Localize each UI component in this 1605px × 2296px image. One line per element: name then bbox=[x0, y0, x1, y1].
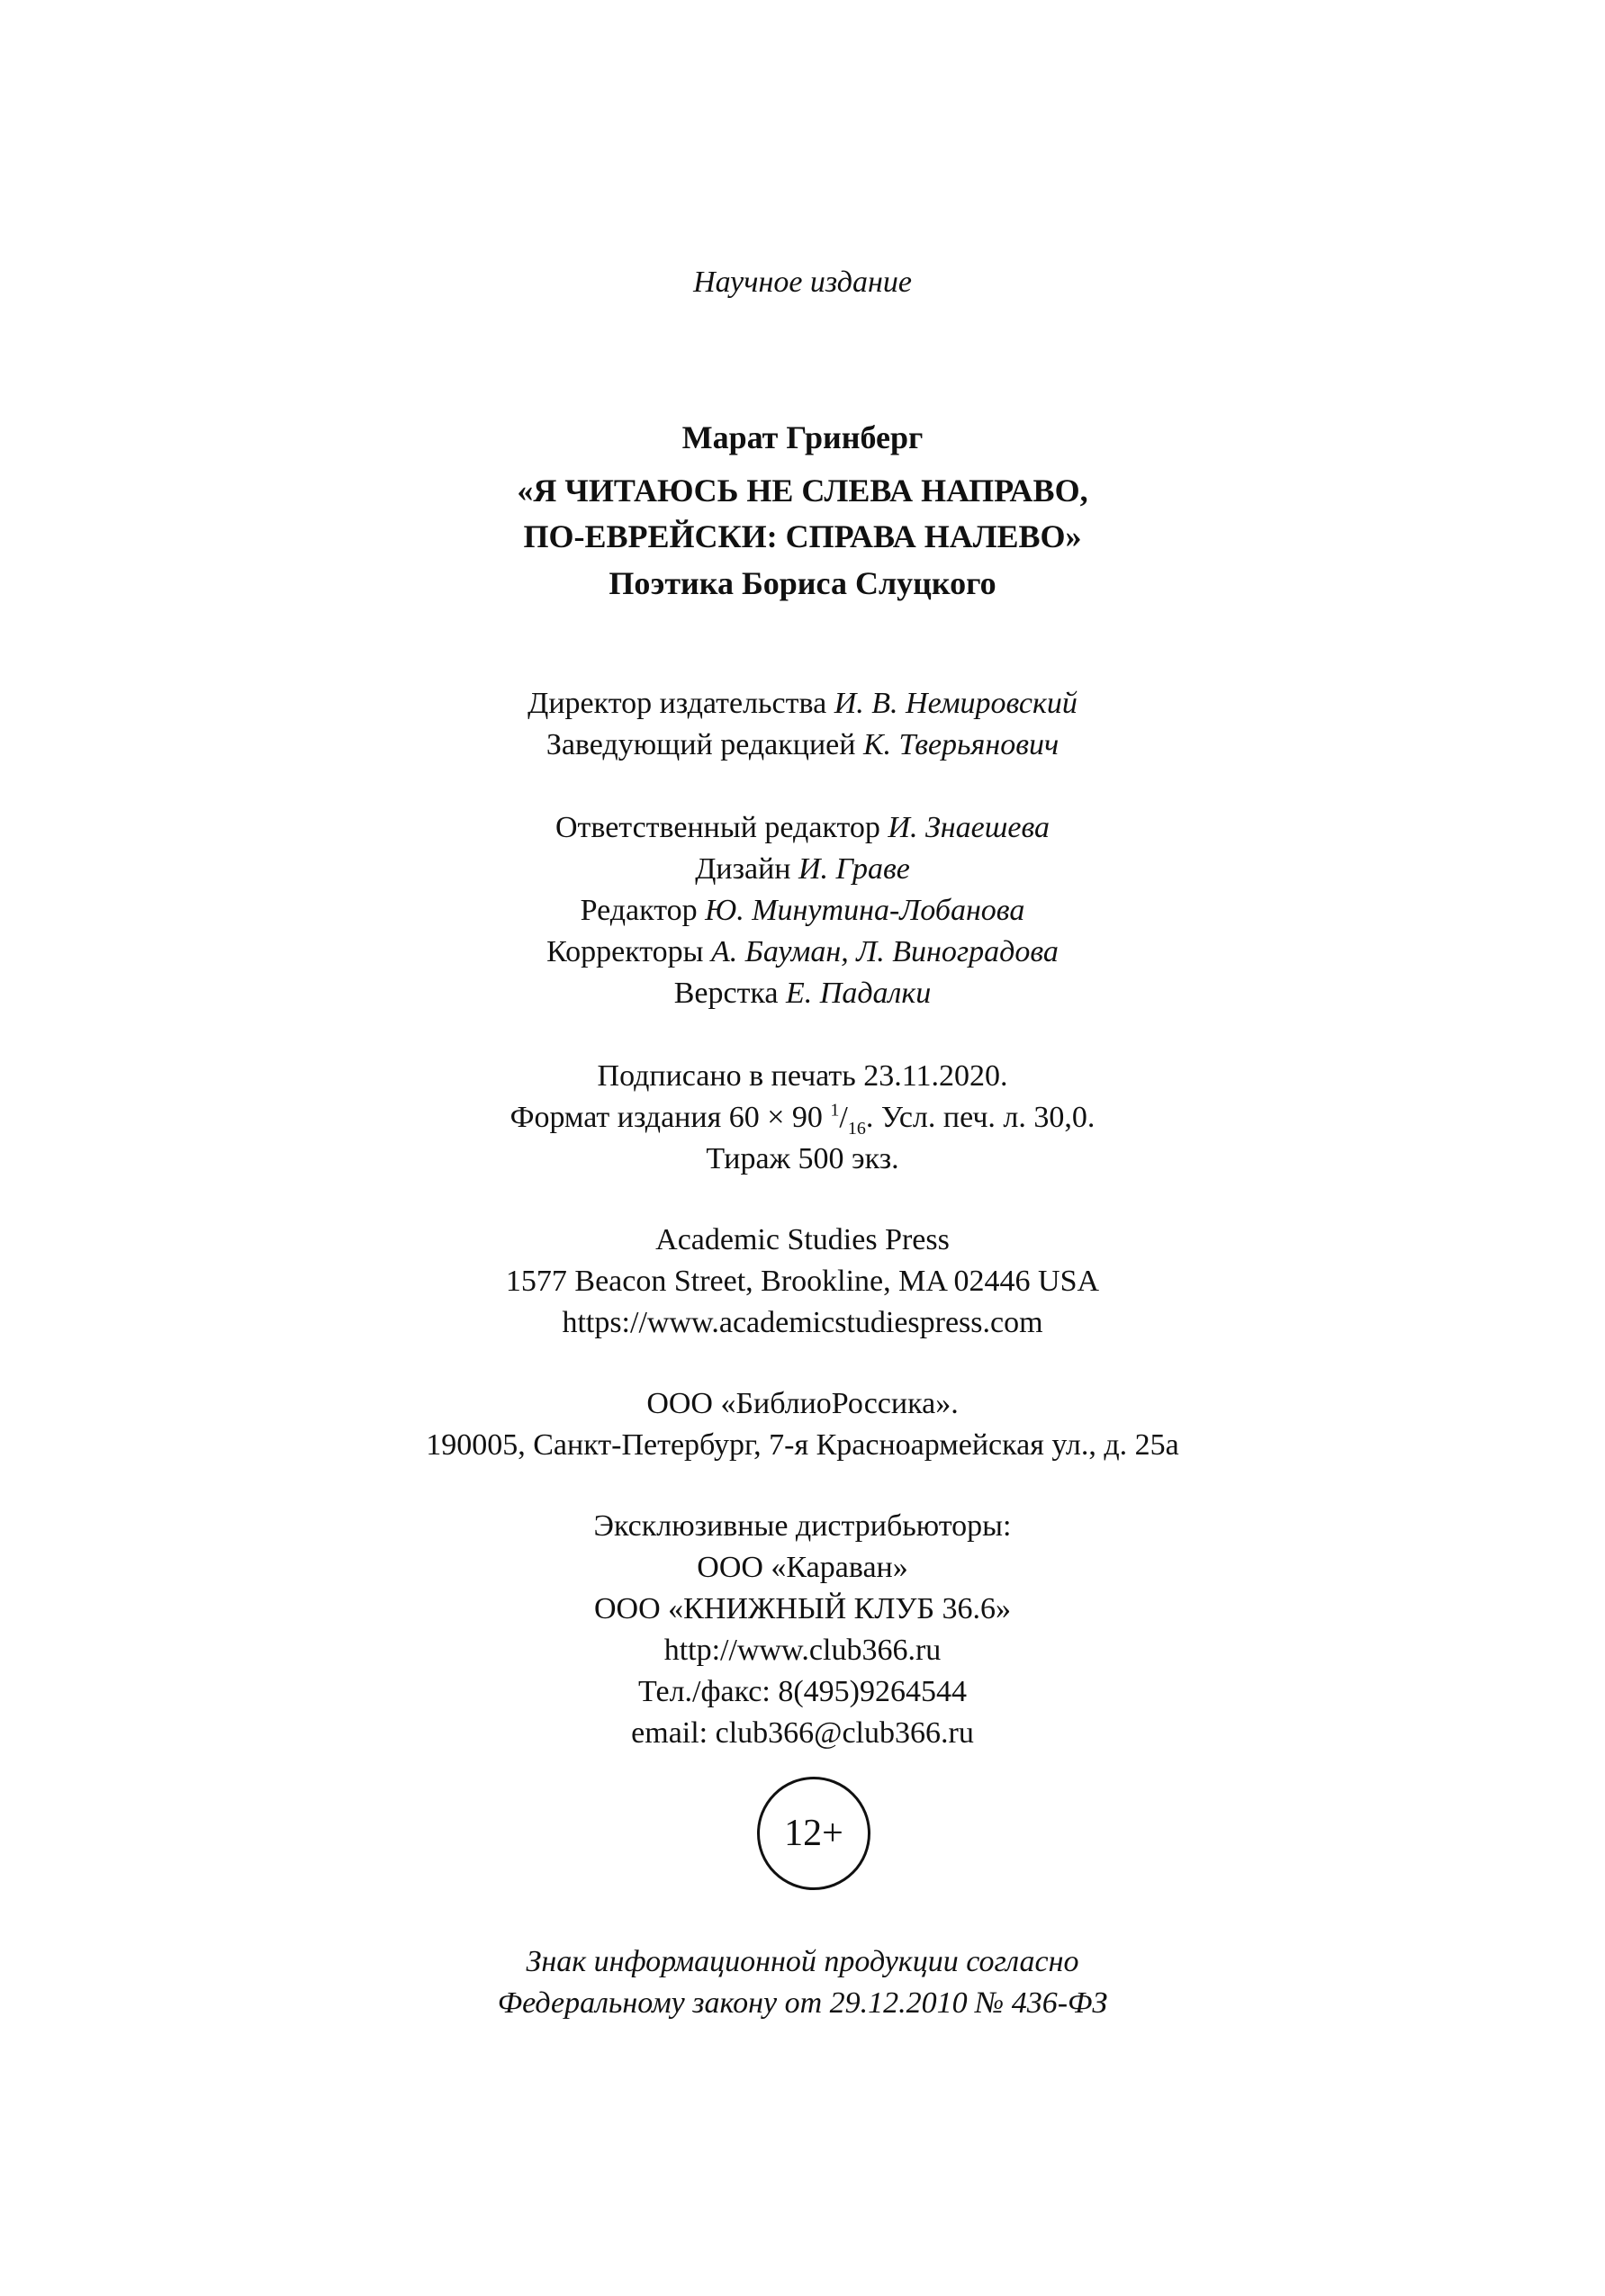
credit-label: Директор издательства bbox=[527, 687, 834, 720]
distributor-karavan: ООО «Караван» bbox=[697, 1551, 908, 1584]
format-prefix: Формат издания 60 × 90 bbox=[509, 1101, 831, 1134]
print-signed: Подписано в печать 23.11.2020. bbox=[597, 1059, 1008, 1093]
author-name: Марат Гринберг bbox=[681, 419, 924, 455]
credit-label: Верстка bbox=[673, 977, 787, 1010]
format-numerator: 1 bbox=[830, 1100, 840, 1121]
book-title-line-1: «Я ЧИТАЮСЬ НЕ СЛЕВА НАПРАВО, bbox=[517, 473, 1088, 509]
credit-person: К. Тверьянович bbox=[862, 728, 1059, 761]
credit-responsible-editor bbox=[0, 808, 1605, 848]
credit-label: Редактор bbox=[580, 894, 706, 927]
credit-correctors bbox=[0, 932, 1605, 972]
credit-person: И. Граве bbox=[798, 852, 910, 886]
print-run: Тираж 500 экз. bbox=[706, 1142, 899, 1175]
credit-label: Корректоры bbox=[546, 935, 712, 968]
publisher-name: Academic Studies Press bbox=[655, 1223, 950, 1256]
publisher-url[interactable]: https://www.academicstudiespress.com bbox=[562, 1306, 1043, 1339]
distributor-club: ООО «КНИЖНЫЙ КЛУБ 36.6» bbox=[593, 1592, 1011, 1625]
publisher-address: 1577 Beacon Street, Brookline, MA 02446 USA bbox=[505, 1265, 1100, 1298]
format-suffix: . Усл. печ. л. 30,0. bbox=[865, 1101, 1096, 1134]
age-rating-badge: 12+ bbox=[757, 1777, 870, 1890]
format-slash: / bbox=[839, 1101, 848, 1134]
legal-notice-line-2: Федеральному закону от 29.12.2010 № 436-ФЗ bbox=[497, 1986, 1108, 2020]
print-format bbox=[0, 1098, 1605, 1138]
credit-head-of-editorial bbox=[0, 725, 1605, 765]
distributor-phone: Тел./факс: 8(495)9264544 bbox=[638, 1675, 967, 1708]
credit-person: И. Знаешева bbox=[888, 811, 1050, 844]
legal-notice-line-1: Знак информационной продукции согласно bbox=[526, 1945, 1079, 1978]
credit-person: И. В. Немировский bbox=[834, 687, 1078, 720]
printer-address: 190005, Санкт-Петербург, 7-я Красноармейская ул., д. 25а bbox=[426, 1428, 1179, 1462]
credit-director bbox=[0, 684, 1605, 724]
distributor-email[interactable]: email: club366@club366.ru bbox=[631, 1716, 974, 1750]
edition-type: Научное издание bbox=[693, 266, 912, 299]
distributor-url[interactable]: http://www.club366.ru bbox=[663, 1634, 942, 1667]
credit-design bbox=[0, 850, 1605, 889]
credit-label: Заведующий редакцией bbox=[546, 728, 863, 761]
credit-person: Е. Падалки bbox=[786, 977, 932, 1010]
book-title-line-2: ПО-ЕВРЕЙСКИ: СПРАВА НАЛЕВО» bbox=[523, 518, 1082, 554]
printer-name: ООО «БиблиоРоссика». bbox=[646, 1387, 959, 1420]
credit-layout bbox=[0, 974, 1605, 1013]
credit-person: Ю. Минутина-Лобанова bbox=[705, 894, 1025, 927]
credit-label: Дизайн bbox=[695, 852, 798, 886]
format-denominator: 16 bbox=[847, 1118, 866, 1139]
distributors-heading: Эксклюзивные дистрибьюторы: bbox=[593, 1509, 1012, 1543]
credit-editor bbox=[0, 891, 1605, 931]
book-subtitle: Поэтика Бориса Слуцкого bbox=[609, 565, 996, 601]
credit-label: Ответственный редактор bbox=[555, 811, 888, 844]
credit-person: А. Бауман, Л. Виноградова bbox=[711, 935, 1059, 968]
